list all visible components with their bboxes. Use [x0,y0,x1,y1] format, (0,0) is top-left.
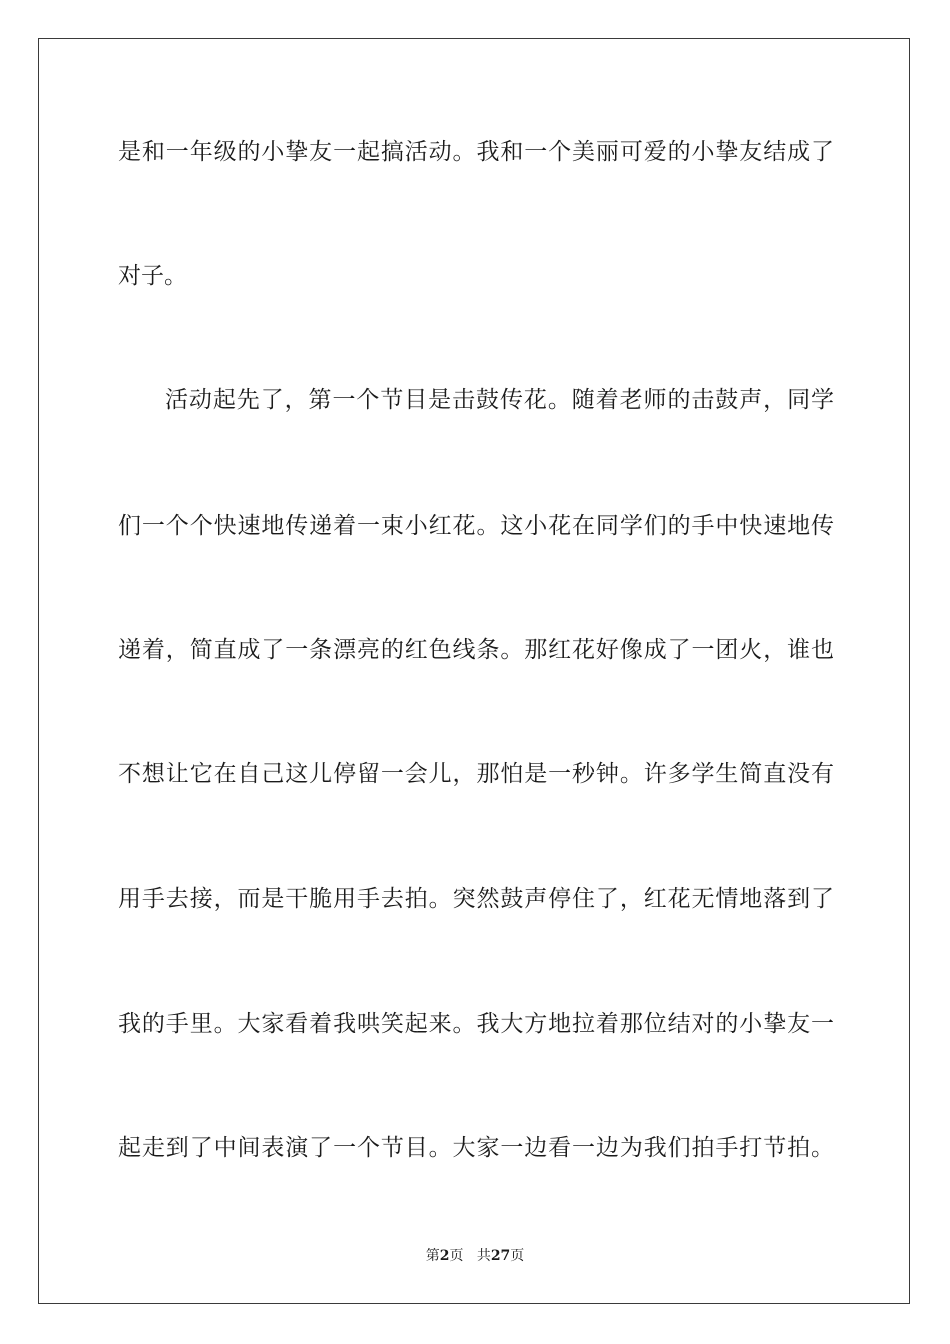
total-suffix: 页 [510,1248,525,1264]
text-line-7: 用手去接，而是干脆用手去拍。突然鼓声停住了，红花无情地落到了 [118,886,834,912]
text-line-4: 们一个个快速地传递着一束小红花。这小花在同学们的手中快速地传 [118,513,834,539]
page-border [38,38,910,1304]
text-line-3: 活动起先了，第一个节目是击鼓传花。随着老师的击鼓声，同学 [165,387,834,413]
page-prefix: 第 [425,1248,440,1264]
page-footer [0,1246,950,1266]
page-number: 2 [439,1248,450,1264]
total-prefix: 共 [476,1248,491,1264]
text-line-5: 递着，简直成了一条漂亮的红色线条。那红花好像成了一团火，谁也 [118,637,834,663]
text-line-6: 不想让它在自己这儿停留一会儿，那怕是一秒钟。许多学生简直没有 [118,761,834,787]
page-suffix: 页 [449,1248,464,1264]
text-line-8: 我的手里。大家看着我哄笑起来。我大方地拉着那位结对的小挚友一 [118,1011,834,1037]
total-pages: 27 [490,1248,511,1264]
text-line-9: 起走到了中间表演了一个节目。大家一边看一边为我们拍手打节拍。 [118,1135,834,1161]
text-line-2: 对子。 [118,263,187,289]
text-line-1: 是和一年级的小挚友一起搞活动。我和一个美丽可爱的小挚友结成了 [118,139,834,165]
